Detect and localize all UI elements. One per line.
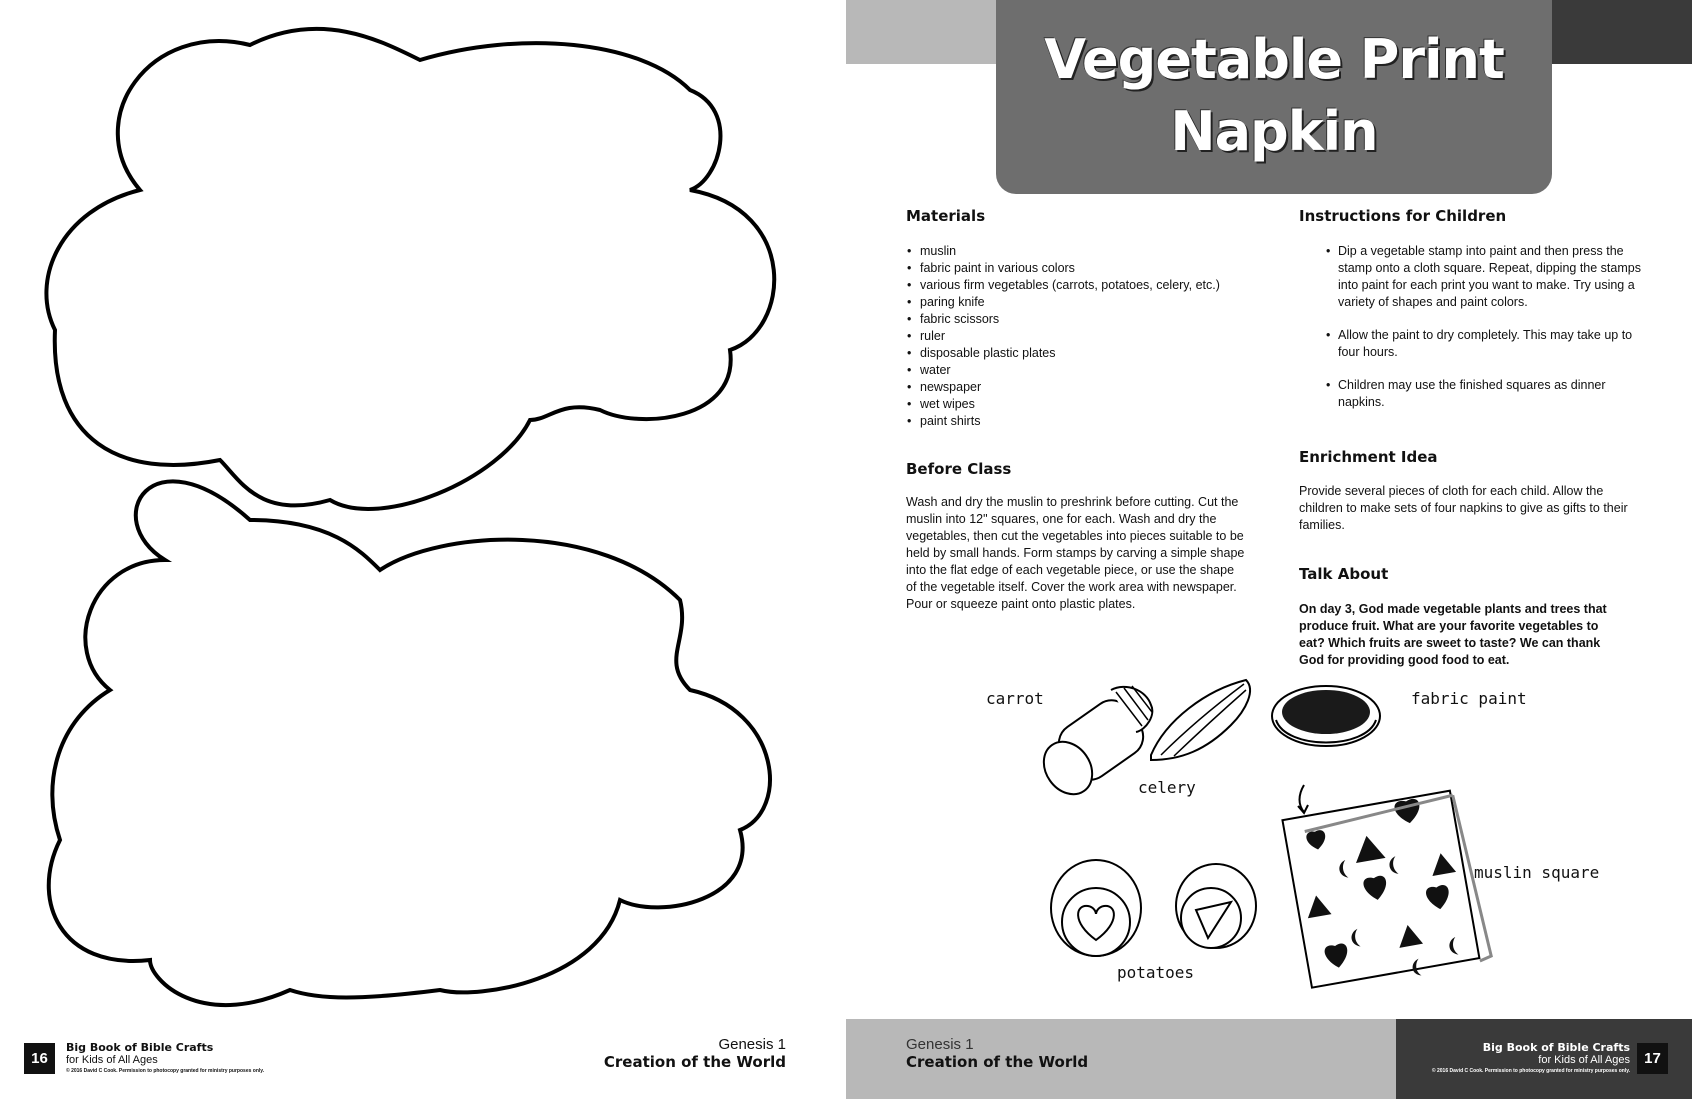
talk-about-text: On day 3, God made vegetable plants and trees that produce fruit. What are your favorite vegetables to eat? Which fruits are sweet to taste? We can thank God for providing good food to eat.: [1299, 602, 1607, 667]
materials-list: [906, 243, 1246, 430]
cloud-shape-bottom: [49, 481, 770, 1005]
book-subtitle-right: for Kids of All Ages: [1538, 1054, 1630, 1066]
list-item: • Children may use the finished squares as dinner napkins.: [1326, 377, 1646, 411]
list-item: • ruler: [906, 328, 1246, 345]
list-item: • fabric paint in various colors: [906, 260, 1246, 277]
book-title-right: Big Book of Bible Crafts: [1482, 1041, 1630, 1054]
instructions-heading: Instructions for Children: [1299, 207, 1507, 225]
list-item: • newspaper: [906, 379, 1246, 396]
instructions-list: [1326, 243, 1646, 427]
potato-triangle-illustration: [1176, 864, 1256, 948]
page-number-left: 16: [24, 1043, 55, 1074]
chapter-ref-right: Genesis 1: [906, 1036, 974, 1053]
copyright-left: © 2016 David C Cook. Permission to photocopy granted for ministry purposes only.: [66, 1068, 265, 1074]
book-subtitle-left: for Kids of All Ages: [66, 1054, 158, 1066]
before-class-text: Wash and dry the muslin to preshrink before cutting. Cut the muslin into 12" squares, one for each. Wash and dry the vegetables, then cut the vegetables into pieces suitable to be held by small hands. Form stamps by carving a simple shape into the flat edge of each vegetable piece, or use the shape of the vegetable itself. Cover the work area with newspaper. Pour or squeeze paint onto plastic plates.: [906, 495, 1245, 611]
list-item: • Dip a vegetable stamp into paint and then press the stamp onto a cloth square. Repeat, dipping the stamps into paint for each print you want to make. Try using a variety of shapes and paint colors.: [1326, 243, 1646, 311]
list-item: • fabric scissors: [906, 311, 1246, 328]
list-item: • muslin: [906, 243, 1246, 260]
page-title-line2: Napkin: [1170, 100, 1378, 163]
label-celery: celery: [1138, 778, 1196, 797]
copyright-right: © 2016 David C Cook. Permission to photocopy granted for ministry purposes only.: [1431, 1068, 1630, 1074]
label-potatoes: potatoes: [1117, 963, 1195, 982]
before-class-heading: Before Class: [906, 460, 1012, 478]
title-box: [996, 0, 1552, 194]
list-item: • water: [906, 362, 1246, 379]
muslin-square-illustration: [1282, 789, 1492, 995]
carrot-illustration: [1034, 686, 1152, 804]
enrichment-text: Provide several pieces of cloth for each child. Allow the children to make sets of four napkins to give as gifts to their families.: [1299, 484, 1628, 532]
potato-heart-illustration: [1051, 860, 1141, 956]
list-item: • disposable plastic plates: [906, 345, 1246, 362]
materials-heading: Materials: [906, 207, 986, 225]
right-page: [846, 0, 1692, 1099]
cloud-shape-top: [46, 29, 774, 509]
label-carrot: carrot: [986, 689, 1044, 708]
list-item: • various firm vegetables (carrots, potatoes, celery, etc.): [906, 277, 1246, 294]
list-item: • Allow the paint to dry completely. This may take up to four hours.: [1326, 327, 1646, 361]
list-item: • wet wipes: [906, 396, 1246, 413]
header-band-dark: [1546, 0, 1692, 64]
chapter-title-right: Creation of the World: [906, 1053, 1089, 1071]
celery-illustration: [1151, 680, 1250, 760]
chapter-ref-left: Genesis 1: [718, 1036, 786, 1053]
book-title-left: Big Book of Bible Crafts: [66, 1041, 214, 1054]
label-muslin-square: muslin square: [1474, 863, 1600, 882]
talk-about-heading: Talk About: [1299, 565, 1389, 583]
page-title-line1: Vegetable Print: [1044, 28, 1504, 91]
list-item: • paint shirts: [906, 413, 1246, 430]
arrow-icon: [1298, 785, 1308, 813]
chapter-title-left: Creation of the World: [603, 1053, 786, 1071]
list-item: • paring knife: [906, 294, 1246, 311]
page-number-right: 17: [1637, 1043, 1668, 1074]
fabric-paint-illustration: [1272, 686, 1380, 746]
enrichment-heading: Enrichment Idea: [1299, 448, 1438, 466]
label-fabric-paint: fabric paint: [1411, 689, 1527, 708]
illustrations: [846, 660, 1692, 1000]
